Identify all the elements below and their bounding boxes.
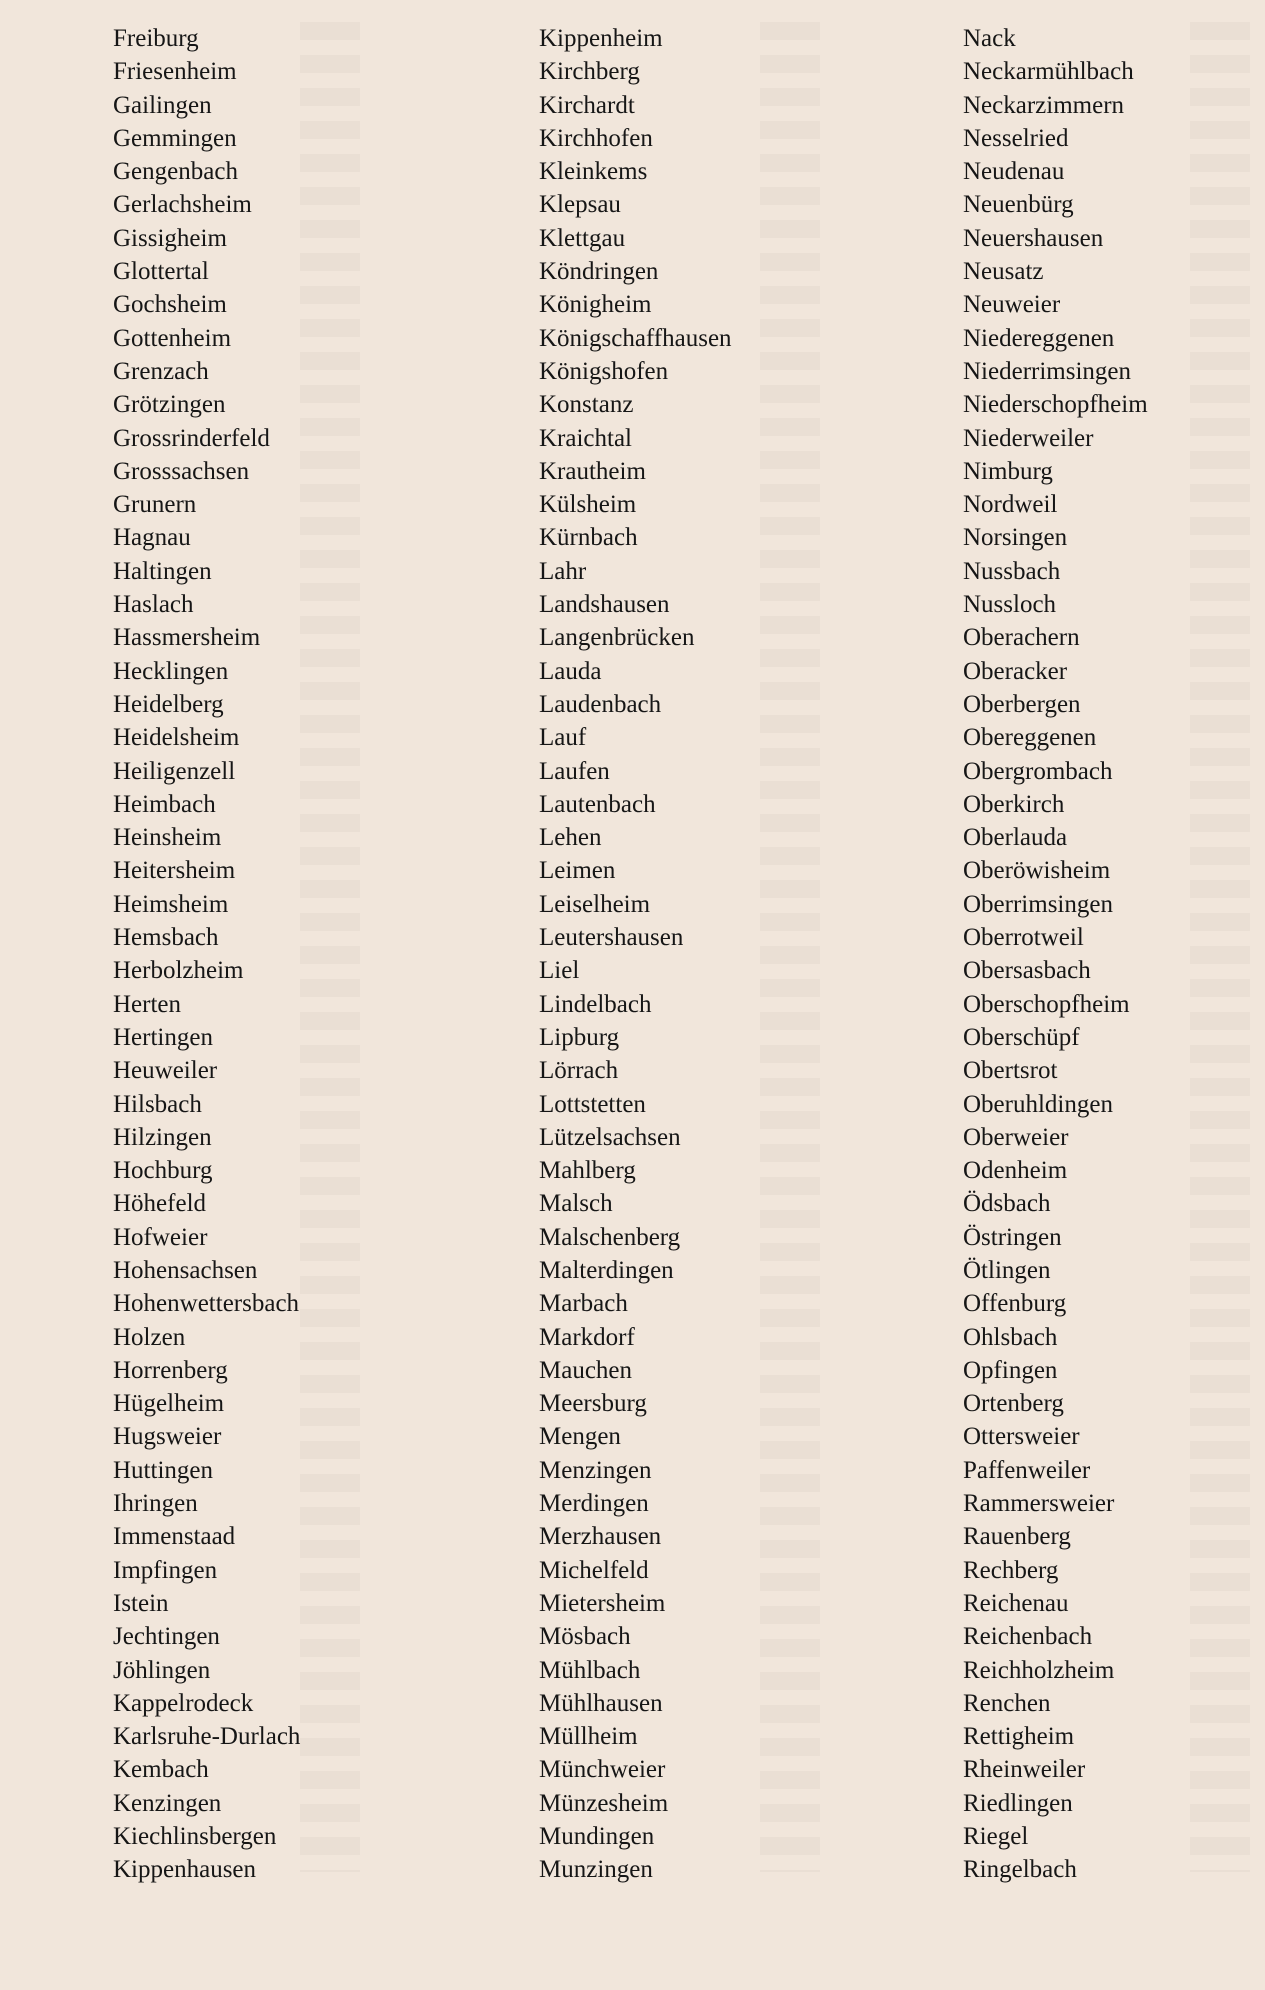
place-name: Grenzach — [113, 357, 209, 385]
place-name: Neuweier — [963, 291, 1061, 319]
place-name: Hügelheim — [113, 1390, 225, 1418]
place-name: Laufen — [539, 757, 610, 785]
bleed-through-shadow — [300, 22, 360, 1872]
place-name: Kappelrodeck — [113, 1689, 254, 1717]
place-name: Kiechlinsbergen — [113, 1823, 277, 1851]
place-name: Lauf — [539, 724, 587, 752]
place-name: Ötlingen — [963, 1256, 1051, 1284]
place-name: Neuershausen — [963, 224, 1104, 252]
place-name: Marbach — [539, 1290, 628, 1318]
place-name: Östringen — [963, 1223, 1062, 1251]
place-name: Langenbrücken — [539, 624, 695, 652]
place-name: Hilzingen — [113, 1123, 212, 1151]
place-name: Mundingen — [539, 1823, 655, 1851]
place-name: Gissigheim — [113, 224, 227, 252]
place-name: Oberlauda — [963, 824, 1068, 852]
place-name: Jechtingen — [113, 1623, 220, 1651]
place-name: Mühlhausen — [539, 1689, 663, 1717]
place-name: Malsch — [539, 1190, 613, 1218]
place-name: Merdingen — [539, 1490, 649, 1518]
place-name: Haltingen — [113, 557, 212, 585]
place-name: Ottersweier — [963, 1423, 1080, 1451]
place-name: Meersburg — [539, 1390, 647, 1418]
place-name: Menzingen — [539, 1456, 652, 1484]
place-name: Hemsbach — [113, 924, 219, 952]
place-name: Kippenhausen — [113, 1856, 257, 1884]
place-name: Michelfeld — [539, 1556, 649, 1584]
place-name: Hilsbach — [113, 1090, 202, 1118]
place-name: Holzen — [113, 1323, 186, 1351]
place-name: Kippenheim — [539, 25, 663, 52]
place-name: Rammersweier — [963, 1490, 1115, 1518]
place-name: Nimburg — [963, 457, 1053, 485]
place-name: Leutershausen — [539, 924, 684, 952]
place-name: Konstanz — [539, 391, 634, 419]
place-name: Reichenbach — [963, 1623, 1093, 1651]
place-name: Oberacker — [963, 657, 1068, 685]
place-name: Klepsau — [539, 191, 621, 219]
place-name: Gochsheim — [113, 291, 227, 319]
place-name: Immenstaad — [113, 1523, 236, 1551]
place-name: Laudenbach — [539, 690, 662, 718]
place-name: Oberschüpf — [963, 1023, 1080, 1051]
place-name: Hagnau — [113, 524, 191, 552]
place-name: Heimbach — [113, 790, 216, 818]
place-name: Königshofen — [539, 357, 669, 385]
place-name: Heuweiler — [113, 1057, 218, 1085]
place-name: Höhefeld — [113, 1190, 207, 1218]
place-name: Lauda — [539, 657, 602, 685]
place-name: Oberöwisheim — [963, 857, 1111, 885]
place-name: Lörrach — [539, 1057, 619, 1085]
place-name: Niederschopfheim — [963, 391, 1148, 419]
place-name: Ortenberg — [963, 1390, 1064, 1418]
place-name: Huttingen — [113, 1456, 213, 1484]
place-name: Herbolzheim — [113, 957, 244, 985]
place-list-column-2 — [539, 22, 732, 1887]
place-name: Nussloch — [963, 591, 1057, 619]
place-name: Kembach — [113, 1756, 209, 1784]
place-name: Kraichtal — [539, 424, 633, 452]
place-name: Obereggenen — [963, 724, 1097, 752]
place-name: Hertingen — [113, 1023, 213, 1051]
place-name: Gottenheim — [113, 324, 232, 352]
place-name: Nussbach — [963, 557, 1061, 585]
place-name: Offenburg — [963, 1290, 1067, 1318]
place-name: Kirchardt — [539, 91, 635, 119]
place-name: Heitersheim — [113, 857, 236, 885]
place-name: Niederweiler — [963, 424, 1094, 452]
place-name: Rheinweiler — [963, 1756, 1086, 1784]
place-name: Lehen — [539, 824, 602, 852]
place-name: Freiburg — [113, 25, 199, 52]
place-name: Grunern — [113, 491, 197, 519]
place-name: Herten — [113, 990, 182, 1018]
place-name: Neuenbürg — [963, 191, 1074, 219]
place-name: Ihringen — [113, 1490, 198, 1518]
place-name: Reichholzheim — [963, 1656, 1115, 1684]
place-name: Kirchhofen — [539, 124, 653, 152]
place-name: Münzesheim — [539, 1789, 669, 1817]
place-name: Hugsweier — [113, 1423, 222, 1451]
place-name: Karlsruhe-Durlach — [113, 1723, 301, 1751]
place-name: Oberschopfheim — [963, 990, 1130, 1018]
place-name: Mauchen — [539, 1356, 633, 1384]
place-name: Lautenbach — [539, 790, 656, 818]
place-name: Külsheim — [539, 491, 637, 519]
place-name: Munzingen — [539, 1856, 653, 1884]
place-name: Markdorf — [539, 1323, 635, 1351]
place-name: Istein — [113, 1589, 169, 1617]
place-name: Ohlsbach — [963, 1323, 1058, 1351]
place-name: Kirchberg — [539, 58, 640, 86]
place-name: Gemmingen — [113, 124, 237, 152]
place-name: Norsingen — [963, 524, 1068, 552]
place-name: Hochburg — [113, 1157, 213, 1185]
place-name: Mengen — [539, 1423, 621, 1451]
place-name: Nordweil — [963, 491, 1058, 519]
place-name: Müllheim — [539, 1723, 638, 1751]
place-name: Malschenberg — [539, 1223, 681, 1251]
place-name: Lindelbach — [539, 990, 652, 1018]
place-name: Glottertal — [113, 258, 209, 286]
place-name: Kenzingen — [113, 1789, 222, 1817]
place-name: Rauenberg — [963, 1523, 1071, 1551]
place-name: Lahr — [539, 557, 587, 585]
place-name: Heidelberg — [113, 690, 224, 718]
place-name: Neudenau — [963, 158, 1065, 186]
place-name: Oberuhldingen — [963, 1090, 1113, 1118]
place-name: Hassmersheim — [113, 624, 261, 652]
place-name: Riedlingen — [963, 1789, 1073, 1817]
place-name: Renchen — [963, 1689, 1051, 1717]
place-name: Reichenau — [963, 1589, 1069, 1617]
place-name: Obergrombach — [963, 757, 1113, 785]
place-name: Kürnbach — [539, 524, 638, 552]
place-name: Hofweier — [113, 1223, 208, 1251]
place-name: Rettigheim — [963, 1723, 1075, 1751]
place-name: Impfingen — [113, 1556, 218, 1584]
place-name: Oberkirch — [963, 790, 1065, 818]
place-name: Königheim — [539, 291, 652, 319]
place-name: Königschaffhausen — [539, 324, 732, 352]
place-name: Mietersheim — [539, 1589, 666, 1617]
place-name: Ödsbach — [963, 1190, 1051, 1218]
place-name: Mühlbach — [539, 1656, 641, 1684]
place-name: Oberrimsingen — [963, 890, 1113, 918]
place-name: Heimsheim — [113, 890, 229, 918]
place-name: Mahlberg — [539, 1157, 636, 1185]
bleed-through-shadow — [760, 22, 820, 1872]
place-name: Neckarzimmern — [963, 91, 1125, 119]
place-name: Hecklingen — [113, 657, 229, 685]
place-name: Leimen — [539, 857, 616, 885]
place-name: Heinsheim — [113, 824, 222, 852]
place-name: Heiligenzell — [113, 757, 236, 785]
place-name: Klettgau — [539, 224, 626, 252]
place-name: Hohensachsen — [113, 1256, 258, 1284]
place-name: Landshausen — [539, 591, 670, 619]
place-name: Lottstetten — [539, 1090, 646, 1118]
bleed-through-shadow — [1190, 22, 1250, 1872]
place-list-column-1 — [113, 22, 300, 1887]
place-name: Merzhausen — [539, 1523, 662, 1551]
place-name: Neckarmühlbach — [963, 58, 1134, 86]
place-name: Lipburg — [539, 1023, 620, 1051]
place-name: Paffenweiler — [963, 1456, 1091, 1484]
place-name: Oberachern — [963, 624, 1080, 652]
place-name: Oberrotweil — [963, 924, 1084, 952]
place-name: Köndringen — [539, 258, 659, 286]
place-name: Münchweier — [539, 1756, 666, 1784]
place-name: Horrenberg — [113, 1356, 228, 1384]
place-name: Hohenwettersbach — [113, 1290, 300, 1318]
place-name: Grosssachsen — [113, 457, 250, 485]
place-name: Obertsrot — [963, 1057, 1058, 1085]
place-name: Nack — [963, 25, 1016, 52]
place-name: Gailingen — [113, 91, 212, 119]
place-name: Liel — [539, 957, 580, 985]
place-name: Obersasbach — [963, 957, 1091, 985]
place-name: Grossrinderfeld — [113, 424, 270, 452]
place-name: Krautheim — [539, 457, 646, 485]
place-list-column-3 — [963, 22, 1148, 1887]
place-name: Niederrimsingen — [963, 357, 1132, 385]
place-name: Mösbach — [539, 1623, 631, 1651]
place-name: Grötzingen — [113, 391, 226, 419]
place-name: Ringelbach — [963, 1856, 1077, 1884]
place-name: Malterdingen — [539, 1256, 674, 1284]
place-name: Niedereggenen — [963, 324, 1115, 352]
place-name: Nesselried — [963, 124, 1069, 152]
place-name: Lützelsachsen — [539, 1123, 681, 1151]
place-name: Heidelsheim — [113, 724, 240, 752]
place-name: Friesenheim — [113, 58, 237, 86]
place-name: Neusatz — [963, 258, 1044, 286]
place-name: Jöhlingen — [113, 1656, 211, 1684]
place-name: Leiselheim — [539, 890, 651, 918]
place-name: Riegel — [963, 1823, 1029, 1851]
place-name: Odenheim — [963, 1157, 1068, 1185]
place-name: Opfingen — [963, 1356, 1058, 1384]
place-name: Oberweier — [963, 1123, 1069, 1151]
place-name: Kleinkems — [539, 158, 648, 186]
place-name: Rechberg — [963, 1556, 1059, 1584]
place-name: Oberbergen — [963, 690, 1081, 718]
place-name: Gerlachsheim — [113, 191, 252, 219]
place-name: Haslach — [113, 591, 194, 619]
place-name: Gengenbach — [113, 158, 238, 186]
